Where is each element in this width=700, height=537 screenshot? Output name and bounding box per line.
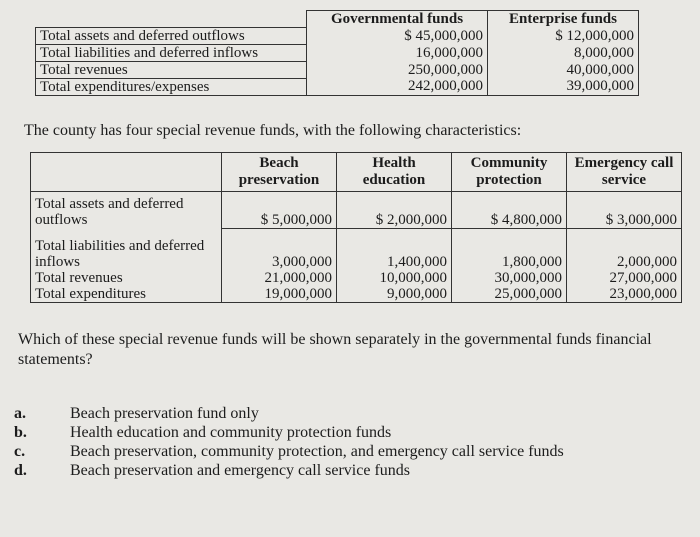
option-a[interactable] xyxy=(14,404,564,423)
gov-value: 242,000,000 xyxy=(307,78,488,95)
header-beach: Beach preservation xyxy=(222,153,337,192)
cell-value: 1,400,000 xyxy=(387,254,447,270)
fund-summary-table xyxy=(35,10,639,96)
header-emergency: Emergency call service xyxy=(567,153,682,192)
cell-value: 9,000,000 xyxy=(387,286,447,302)
row-label: Total expenditures/expenses xyxy=(36,78,307,95)
gov-value: $ 45,000,000 xyxy=(307,27,488,44)
cell-value: 21,000,000 xyxy=(264,270,332,286)
header-community: Community protection xyxy=(452,153,567,192)
beach-value: $ 5,000,000 xyxy=(222,192,337,229)
cell-value: 2,000,000 xyxy=(617,254,677,270)
row-label: Total assets and deferred outflows xyxy=(35,196,184,228)
header-enterprise: Enterprise funds xyxy=(488,11,639,28)
cell-value: 30,000,000 xyxy=(494,270,562,286)
option-letter: d. xyxy=(14,462,27,479)
community-value: $ 4,800,000 xyxy=(452,192,567,229)
option-text: Health education and community protection funds xyxy=(70,424,392,441)
option-letter: c. xyxy=(14,443,26,460)
cell-value: 25,000,000 xyxy=(494,286,562,302)
gov-value: 250,000,000 xyxy=(307,61,488,78)
gov-value: 16,000,000 xyxy=(307,44,488,61)
beach-values xyxy=(222,228,337,303)
option-text: Beach preservation fund only xyxy=(70,405,259,422)
row-label: Total liabilities and deferred inflows xyxy=(36,44,307,61)
answer-options xyxy=(14,404,564,480)
cell-value: 10,000,000 xyxy=(379,270,447,286)
header-health: Health education xyxy=(337,153,452,192)
option-letter: a. xyxy=(14,405,26,422)
table-row xyxy=(36,78,639,95)
health-values xyxy=(337,228,452,303)
header-blank xyxy=(36,11,307,28)
intro-sentence: The county has four special revenue funds, with the following characteristics: xyxy=(24,122,522,139)
ent-value: $ 12,000,000 xyxy=(488,27,639,44)
cell-value: 3,000,000 xyxy=(272,254,332,270)
option-c[interactable] xyxy=(14,442,564,461)
ent-value: 39,000,000 xyxy=(488,78,639,95)
cell-value: 23,000,000 xyxy=(609,286,677,302)
cell-value: 1,800,000 xyxy=(502,254,562,270)
row-labels xyxy=(31,228,222,303)
row-label: Total revenues xyxy=(35,270,123,286)
option-b[interactable] xyxy=(14,423,564,442)
special-revenue-table xyxy=(30,152,682,303)
option-d[interactable] xyxy=(14,461,564,480)
header-blank xyxy=(31,153,222,192)
ent-value: 40,000,000 xyxy=(488,61,639,78)
option-text: Beach preservation, community protection, and emergency call service funds xyxy=(70,443,564,460)
emergency-values xyxy=(567,228,682,303)
row-label: Total revenues xyxy=(36,61,307,78)
emergency-value: $ 3,000,000 xyxy=(567,192,682,229)
row-label: Total assets and deferred outflows xyxy=(36,27,307,44)
community-values xyxy=(452,228,567,303)
table-row xyxy=(31,228,682,303)
cell-value: 19,000,000 xyxy=(264,286,332,302)
cell-value: 27,000,000 xyxy=(609,270,677,286)
health-value: $ 2,000,000 xyxy=(337,192,452,229)
option-text: Beach preservation and emergency call service funds xyxy=(70,462,410,479)
table-row xyxy=(31,192,682,229)
option-letter: b. xyxy=(14,424,27,441)
table-row xyxy=(36,61,639,78)
row-label: Total liabilities and deferred inflows xyxy=(35,238,205,270)
ent-value: 8,000,000 xyxy=(488,44,639,61)
row-label: Total expenditures xyxy=(35,286,146,302)
table-row xyxy=(36,27,639,44)
table-row xyxy=(36,44,639,61)
header-governmental: Governmental funds xyxy=(307,11,488,28)
question-text: Which of these special revenue funds will be shown separately in the governmental funds financial statements? xyxy=(18,331,652,368)
